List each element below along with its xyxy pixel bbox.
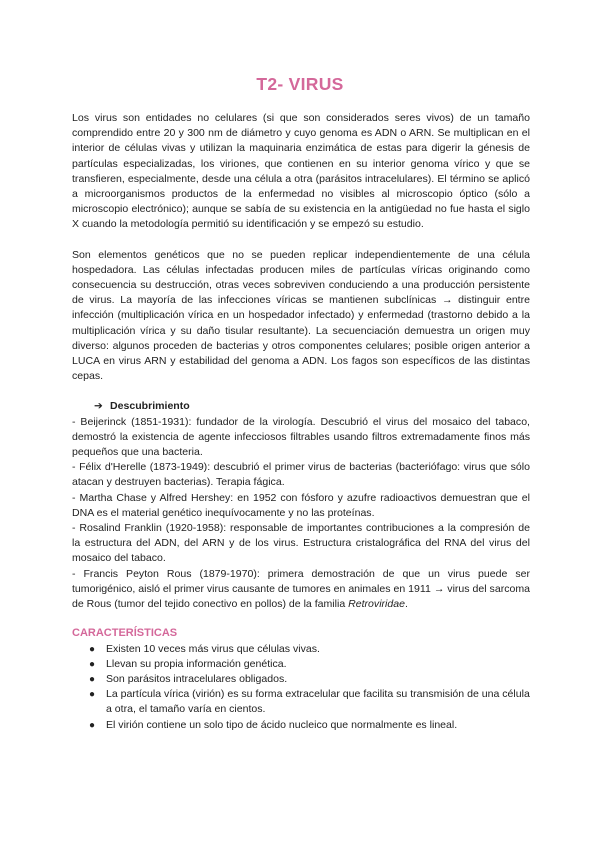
bullet-icon: ●: [89, 689, 96, 701]
bullet-icon: ●: [89, 658, 96, 670]
discovery-item-herelle: - Félix d'Herelle (1873-1949): descubrió el primer virus de bacterias (bacteriófago: virus que sólo atacan y destruyen bacterias). Terapia fágica.: [72, 461, 530, 489]
bullet-icon: ●: [89, 719, 96, 731]
discovery-item-beijerinck: - Beijerinck (1851-1931): fundador de la virología. Descubrió el virus del mosaico del tabaco, demostró la existencia de agente infecciosos filtrables usando filtros extremadamente finos más pequeños que una bacteria.: [72, 415, 530, 459]
discovery-item-rous: [72, 567, 530, 613]
rous-text: - Francis Peyton Rous (1879-1970): primera demostración de que un virus puede ser tumorigénico, aisló el primer virus causante de tumores en animales en 1911 → virus del sarcoma de Rous (tumor del tejido conectivo en pollos) de la familia: [72, 567, 530, 611]
rous-end: .: [405, 598, 408, 611]
genetic-elements-paragraph: Son elementos genéticos que no se pueden replicar independientemente de una célula hospedadora. Las células infectadas producen miles de partículas víricas originando como consecuencia su destrucción, otras veces sobreviven conduciendo a una producción persistente de virus. La mayoría de las infecciones víricas se mantienen subclínicas → distinguir entre infección (multiplicación vírica en un hospedador infectado) y enfermedad (trastorno debido a la multiplicación vírica y su daño tisular resultante). La secuenciación demuestra un origen muy diverso: algunos proceden de bacterias y otros componentes celulares; posible origen anterior a LUCA en virus ARN y estabilidad del genoma a ADN. Los fagos son específicos de las distintas cepas.: [72, 248, 530, 383]
discovery-item-franklin: - Rosalind Franklin (1920-1958): responsable de importantes contribuciones a la compresión de la estructura del ADN, del ARN y de los virus. Estructura cristalográfica del RNA del virus del mosaico del tabaco.: [72, 522, 530, 565]
page-title: T2- VIRUS: [256, 74, 344, 94]
characteristics-list: [72, 642, 530, 733]
list-item: ● Llevan su propia información genética.: [89, 657, 530, 672]
characteristics-heading: CARACTERÍSTICAS: [72, 627, 178, 640]
intro-paragraph: Los virus son entidades no celulares (si que son considerados seres vivos) de un tamaño comprendido entre 20 y 300 nm de diámetro y cuyo genoma es ADN o ARN. Se multiplican en el interior de células vivas y utilizan la maquinaria enzimática de estas para digerir la génesis de partículas especializadas, los viriones, que contienen en su interior genoma vírico y que se transfieren, especialmente, desde una célula a otra (parásitos intracelulares). El término se aplicó a microorganismos productos de la enfermedad no visibles al microscopio óptico (sólo a microscopio electrónico); aunque se sabía de su existencia en la antigüedad no fue hasta el siglo X cuando la metodología permitió su identificación y se empezó su estudio.: [72, 112, 530, 231]
bullet-icon: ●: [89, 673, 96, 685]
discovery-item-chase-hershey: - Martha Chase y Alfred Hershey: en 1952 con fósforo y azufre radioactivos demuestran que el DNA es el material genético inequívocamente y no las proteínas.: [72, 491, 530, 519]
list-item: ● La partícula vírica (virión) es su forma extracelular que facilita su transmisión de una célula a otra, el tamaño varía en cientos.: [89, 688, 530, 716]
bullet-icon: ●: [89, 643, 96, 655]
list-item: ● El virión contiene un solo tipo de ácido nucleico que normalmente es lineal.: [89, 718, 530, 733]
list-item: ● Existen 10 veces más virus que células vivas.: [89, 642, 530, 657]
list-item: ● Son parásitos intracelulares obligados.: [89, 672, 530, 687]
document-body: [72, 111, 530, 733]
rous-family: Retroviridae: [348, 598, 405, 611]
discovery-heading-text: Descubrimiento: [110, 400, 190, 413]
arrow-right-icon: ➔: [94, 400, 103, 413]
discovery-heading: [72, 399, 530, 414]
